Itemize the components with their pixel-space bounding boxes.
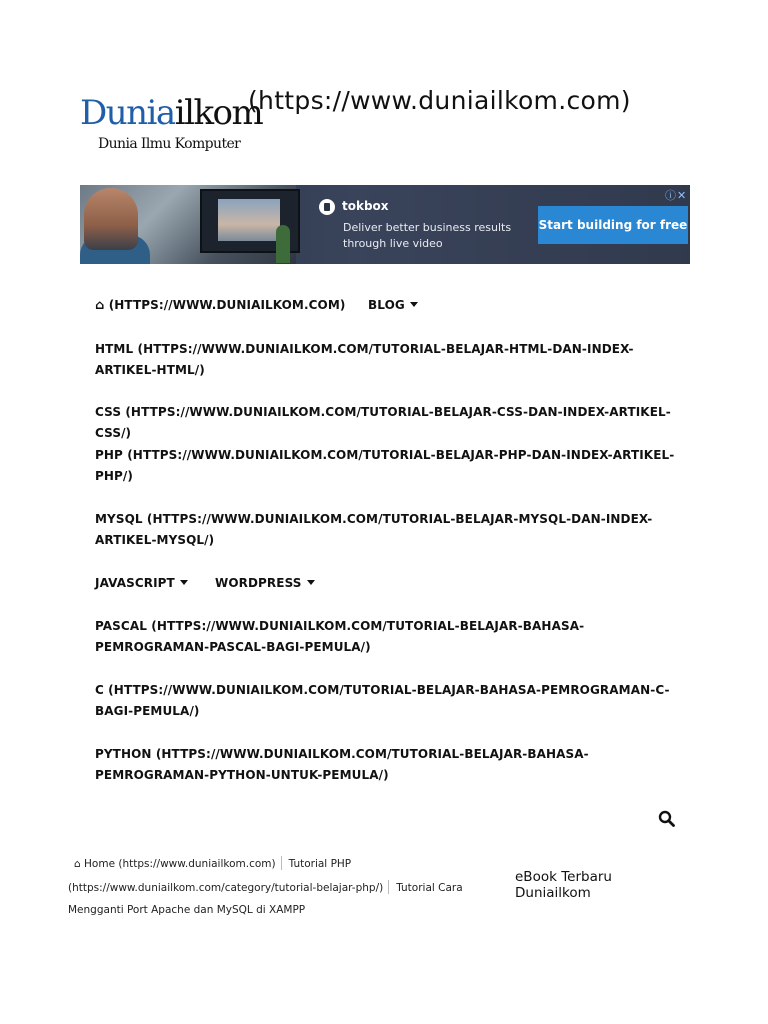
nav-item-html[interactable]: HTML (HTTPS://WWW.DUNIAILKOM.COM/TUTORIAL-BELAJAR-HTML-DAN-INDEX-ARTIKEL-HTML/) [95, 342, 634, 377]
ad-copy-line-2: through live video [343, 237, 443, 250]
nav-item-css[interactable]: CSS (HTTPS://WWW.DUNIAILKOM.COM/TUTORIAL-BELAJAR-CSS-DAN-INDEX-ARTIKEL-CSS/) [95, 405, 671, 440]
nav-item-blog-label: BLOG [368, 298, 405, 312]
logo-word-dunia: Dunia [80, 93, 175, 133]
caret-down-icon [180, 580, 188, 585]
breadcrumb-home-link[interactable]: Home (https://www.duniailkom.com) [84, 858, 276, 870]
ad-photo [80, 185, 296, 264]
caret-down-icon [307, 580, 315, 585]
breadcrumb-separator [281, 856, 282, 870]
breadcrumb-category-link[interactable]: Tutorial PHP [288, 858, 352, 870]
breadcrumb [74, 856, 351, 871]
nav-item-home-label: (HTTPS://WWW.DUNIAILKOM.COM) [108, 298, 346, 312]
logo-word-ilkom: ilkom [174, 93, 263, 133]
nav-item-home[interactable] [95, 295, 345, 316]
nav-item-c[interactable]: C (HTTPS://WWW.DUNIAILKOM.COM/TUTORIAL-BELAJAR-BAHASA-PEMROGRAMAN-C-BAGI-PEMULA/) [95, 683, 670, 718]
nav-item-python[interactable]: PYTHON (HTTPS://WWW.DUNIAILKOM.COM/TUTORIAL-BELAJAR-BAHASA-PEMROGRAMAN-PYTHON-UNTUK-PEMULA/) [95, 747, 589, 782]
nav-item-javascript-label: JAVASCRIPT [95, 576, 175, 590]
nav-item-pascal[interactable]: PASCAL (HTTPS://WWW.DUNIAILKOM.COM/TUTORIAL-BELAJAR-BAHASA-PEMROGRAMAN-PASCAL-BAGI-PEMULA/) [95, 619, 585, 654]
caret-down-icon [410, 302, 418, 307]
search-icon[interactable] [658, 810, 676, 828]
ad-brand: tokbox [342, 199, 389, 213]
ad-copy-line-1: Deliver better business results [343, 221, 512, 234]
nav-item-wordpress[interactable] [215, 573, 315, 594]
ad-banner[interactable] [80, 185, 690, 264]
ad-cta-button[interactable]: Start building for free [538, 206, 688, 244]
ad-photo-person [84, 188, 138, 250]
logo-link-url[interactable]: (https://www.duniailkom.com) [248, 86, 631, 115]
breadcrumb-current: Tutorial Cara [396, 882, 463, 894]
home-icon: ⌂ [95, 298, 105, 313]
breadcrumb-current-cont: Mengganti Port Apache dan MySQL di XAMPP [68, 904, 306, 916]
ad-photo-plant [276, 225, 290, 263]
adchoices-icon[interactable]: ⓘ✕ [665, 189, 688, 202]
sidebar-ebook-heading: eBook Terbaru Duniailkom [515, 869, 612, 901]
breadcrumb-category-link-url[interactable]: (https://www.duniailkom.com/category/tutorial-belajar-php/) [68, 882, 384, 894]
site-logo[interactable] [80, 93, 262, 133]
nav-item-wordpress-label: WORDPRESS [215, 576, 302, 590]
tokbox-logo-icon [319, 199, 335, 215]
home-icon: ⌂ [74, 858, 81, 870]
nav-item-mysql[interactable]: MYSQL (HTTPS://WWW.DUNIAILKOM.COM/TUTORIAL-BELAJAR-MYSQL-DAN-INDEX-ARTIKEL-MYSQL/) [95, 512, 653, 547]
breadcrumb-separator [388, 880, 389, 894]
site-tagline: Dunia Ilmu Komputer [98, 136, 241, 152]
nav-item-php[interactable]: PHP (HTTPS://WWW.DUNIAILKOM.COM/TUTORIAL-BELAJAR-PHP-DAN-INDEX-ARTIKEL-PHP/) [95, 448, 675, 483]
ad-photo-video-call [218, 199, 280, 241]
nav-item-javascript[interactable] [95, 573, 188, 594]
nav-item-blog[interactable] [368, 295, 418, 316]
